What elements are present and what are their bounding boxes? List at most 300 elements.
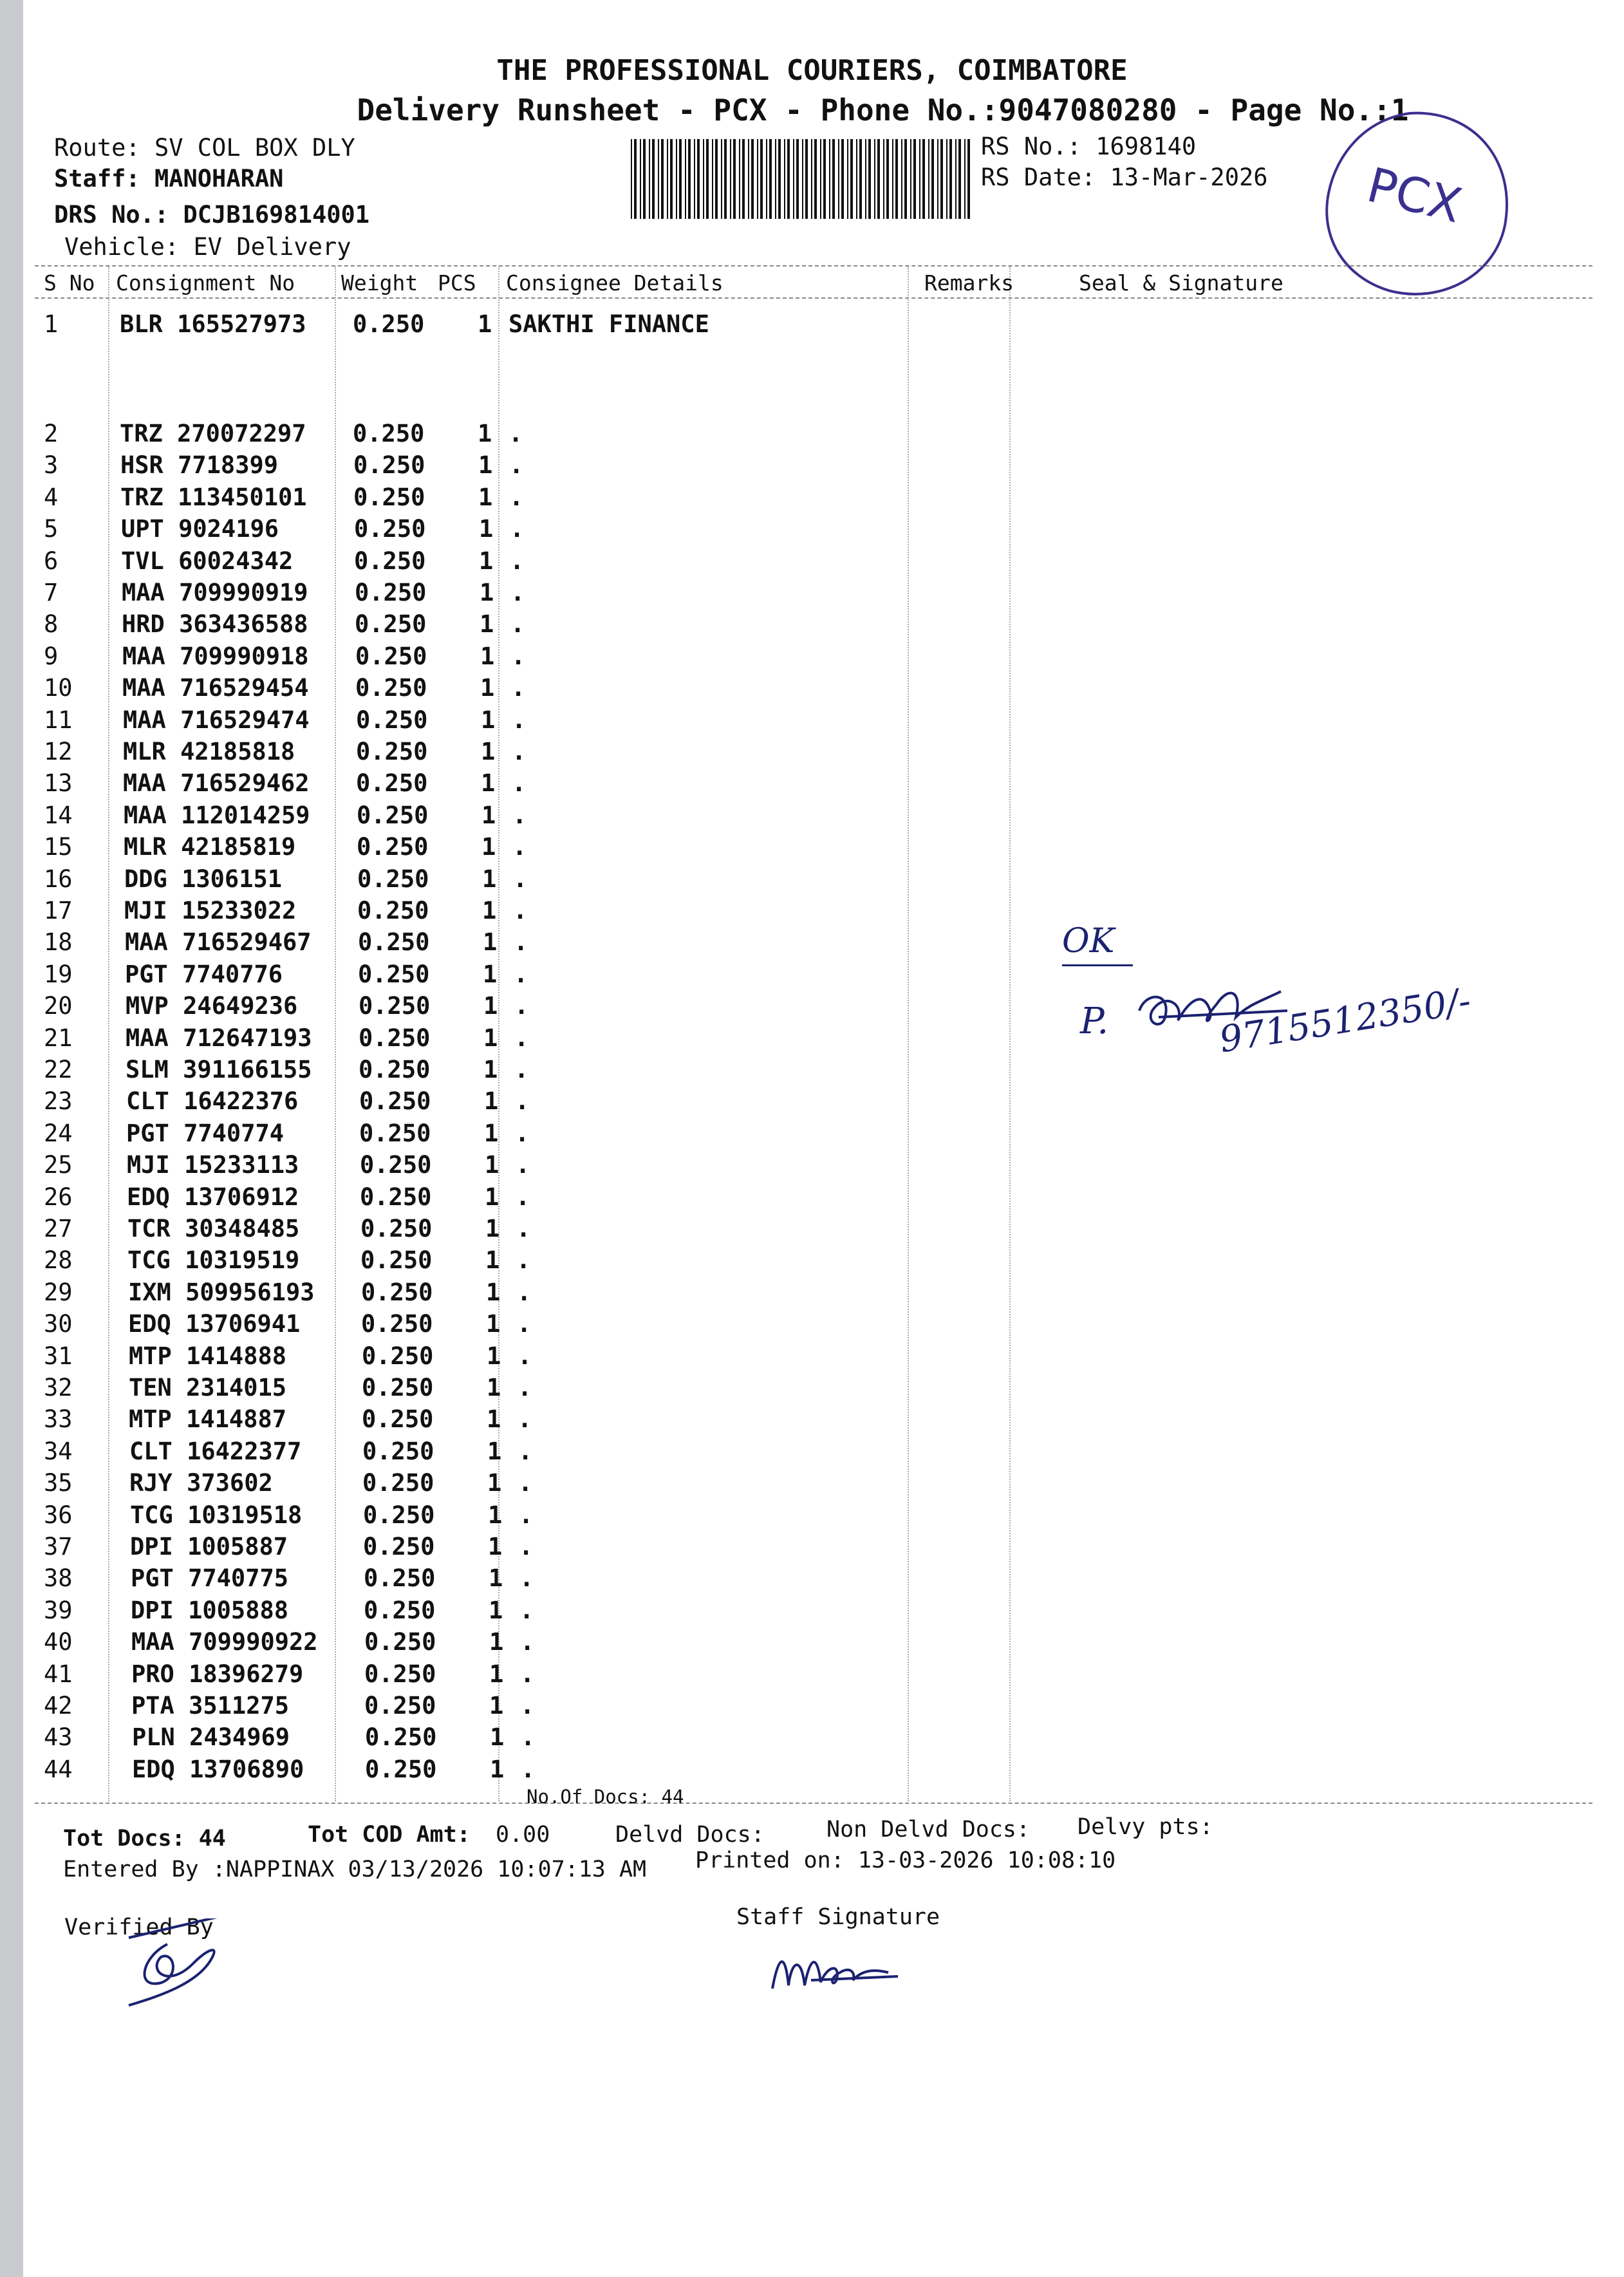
barcode-bar xyxy=(820,139,821,219)
row-pcs: 1 xyxy=(485,1183,499,1211)
row-sno: 42 xyxy=(44,1692,73,1719)
row-consignee-details: . xyxy=(516,1183,530,1211)
barcode-bar xyxy=(883,139,884,219)
barcode-bar xyxy=(721,139,722,219)
row-consignee-details: . xyxy=(518,1437,533,1465)
row-pcs: 1 xyxy=(486,1278,501,1306)
table-row xyxy=(0,515,772,545)
table-row xyxy=(0,451,772,481)
barcode-bar xyxy=(760,139,763,219)
row-sno: 19 xyxy=(44,960,73,988)
barcode-bar xyxy=(895,139,898,219)
col-divider-remarks xyxy=(1009,267,1011,1801)
row-weight: 0.250 xyxy=(356,706,428,734)
barcode-bar xyxy=(829,139,830,219)
table-row xyxy=(0,1183,772,1213)
col-header-remarks: Remarks xyxy=(924,270,1014,295)
row-pcs: 1 xyxy=(480,674,495,702)
barcode-bar xyxy=(838,139,839,219)
col-header-seal: Seal & Signature xyxy=(1079,270,1283,295)
row-consignment-no: BLR 165527973 xyxy=(120,310,306,338)
barcode xyxy=(631,139,972,219)
row-consignment-no: MLR 42185818 xyxy=(123,738,295,765)
barcode-bar xyxy=(955,139,957,219)
row-pcs: 1 xyxy=(489,1628,504,1656)
barcode-bar xyxy=(859,139,862,219)
row-weight: 0.250 xyxy=(365,1755,437,1783)
barcode-bar xyxy=(751,139,754,219)
barcode-bar xyxy=(811,139,812,219)
row-consignee-details: . xyxy=(516,1151,530,1179)
tot-docs-label: Tot Docs: xyxy=(63,1826,185,1851)
row-sno: 23 xyxy=(44,1087,73,1116)
row-weight: 0.250 xyxy=(360,1246,433,1275)
barcode-bar xyxy=(670,139,673,219)
row-consignee-details: . xyxy=(509,420,523,447)
row-weight: 0.250 xyxy=(355,674,427,702)
row-consignment-no: UPT 9024196 xyxy=(121,515,279,543)
row-consignment-no: EDQ 13706912 xyxy=(127,1183,299,1211)
barcode-bar xyxy=(667,139,668,219)
row-weight: 0.250 xyxy=(362,1405,434,1434)
row-sno: 30 xyxy=(44,1310,73,1338)
barcode-bar xyxy=(787,139,790,219)
table-row xyxy=(0,420,772,449)
row-weight: 0.250 xyxy=(357,801,429,829)
row-pcs: 1 xyxy=(487,1405,501,1434)
row-consignment-no: PTA 3511275 xyxy=(131,1692,290,1719)
barcode-bar xyxy=(739,139,740,219)
rs-date-label: RS Date: xyxy=(981,164,1096,191)
table-row xyxy=(0,1660,772,1690)
row-sno: 1 xyxy=(44,310,59,338)
tot-cod-label: Tot COD Amt: xyxy=(308,1822,471,1848)
barcode-bar xyxy=(886,139,889,219)
ok-underline xyxy=(1062,964,1133,966)
row-weight: 0.250 xyxy=(364,1564,436,1593)
row-consignment-no: EDQ 13706890 xyxy=(132,1755,304,1783)
barcode-bar xyxy=(733,139,736,219)
row-sno: 34 xyxy=(44,1437,73,1465)
row-consignment-no: TRZ 270072297 xyxy=(120,420,306,447)
non-delvd-docs-label: Non Delvd Docs: xyxy=(826,1817,1031,1842)
row-pcs: 1 xyxy=(489,1596,503,1624)
table-row xyxy=(0,579,772,608)
row-consignment-no: PRO 18396279 xyxy=(131,1660,304,1688)
row-consignment-no: PGT 7740776 xyxy=(125,960,283,988)
table-row xyxy=(0,1564,772,1594)
row-weight: 0.250 xyxy=(358,928,430,957)
row-sno: 39 xyxy=(44,1596,73,1624)
row-sno: 2 xyxy=(44,420,59,447)
table-row xyxy=(0,483,772,513)
row-consignment-no: EDQ 13706941 xyxy=(128,1310,301,1338)
verified-by-signature xyxy=(122,1918,238,2015)
row-pcs: 1 xyxy=(479,515,494,543)
barcode-bar xyxy=(649,139,650,219)
row-consignee-details: . xyxy=(511,674,526,702)
row-pcs: 1 xyxy=(478,451,493,480)
table-row xyxy=(0,1279,772,1308)
row-weight: 0.250 xyxy=(364,1692,436,1719)
entered-by: Entered By :NAPPINAX 03/13/2026 10:07:13 AM xyxy=(63,1857,647,1882)
row-pcs: 1 xyxy=(487,1437,502,1465)
row-sno: 5 xyxy=(44,515,59,543)
row-weight: 0.250 xyxy=(355,579,427,606)
row-sno: 37 xyxy=(44,1533,73,1560)
staff-line xyxy=(54,165,283,192)
delvd-docs-label: Delvd Docs: xyxy=(615,1822,765,1848)
barcode-bar xyxy=(964,139,966,219)
row-consignee-details: . xyxy=(509,483,524,511)
row-pcs: 1 xyxy=(490,1755,505,1783)
row-weight: 0.250 xyxy=(360,1215,433,1242)
row-consignment-no: TCR 30348485 xyxy=(127,1215,300,1242)
delvy-pts-label: Delvy pts: xyxy=(1078,1814,1213,1840)
barcode-bar xyxy=(865,139,866,219)
col-header-consignment: Consignment No xyxy=(116,270,295,295)
docs-count: No.Of Docs: 44 xyxy=(527,1786,684,1808)
row-pcs: 1 xyxy=(484,1087,499,1116)
row-consignment-no: MAA 716529454 xyxy=(122,674,309,702)
barcode-bar xyxy=(850,139,853,219)
row-consignee-details: . xyxy=(511,642,526,670)
row-consignee-details: . xyxy=(520,1692,535,1719)
row-consignee-details: . xyxy=(510,547,525,575)
barcode-bar xyxy=(742,139,745,219)
row-consignee-details: . xyxy=(517,1310,532,1338)
row-sno: 11 xyxy=(44,706,73,734)
row-consignee-details: . xyxy=(512,833,527,861)
rs-date-value: 13-Mar-2026 xyxy=(1110,164,1268,191)
row-consignment-no: MAA 712647193 xyxy=(126,1024,312,1052)
table-row xyxy=(0,1692,772,1721)
row-pcs: 1 xyxy=(480,642,495,670)
barcode-bar xyxy=(796,139,799,219)
barcode-bar xyxy=(805,139,808,219)
rs-date-line xyxy=(981,164,1268,191)
row-consignment-no: MVP 24649236 xyxy=(126,992,298,1020)
drs-label: DRS No.: xyxy=(54,201,169,229)
row-consignee-details: . xyxy=(509,451,524,480)
row-pcs: 1 xyxy=(482,865,497,893)
row-sno: 21 xyxy=(44,1024,73,1052)
row-sno: 12 xyxy=(44,738,73,765)
row-consignee-details: . xyxy=(519,1501,534,1529)
table-row xyxy=(0,1087,772,1117)
barcode-bar xyxy=(697,139,700,219)
tot-cod xyxy=(308,1822,471,1848)
barcode-bar xyxy=(931,139,934,219)
table-row xyxy=(0,801,772,831)
table-row xyxy=(0,1310,772,1340)
row-sno: 41 xyxy=(44,1660,73,1688)
row-sno: 13 xyxy=(44,769,73,798)
row-weight: 0.250 xyxy=(359,1119,431,1147)
row-consignment-no: DPI 1005888 xyxy=(131,1596,289,1624)
row-consignee-details: . xyxy=(513,865,528,893)
row-sno: 38 xyxy=(44,1564,73,1593)
row-pcs: 1 xyxy=(488,1501,503,1529)
row-consignment-no: HRD 363436588 xyxy=(122,610,308,639)
row-consignee-details: . xyxy=(521,1723,536,1752)
handwritten-phone: 9715512350/- xyxy=(1217,980,1474,1062)
col-header-weight: Weight xyxy=(341,270,418,295)
row-consignee-details: . xyxy=(510,579,525,606)
barcode-bar xyxy=(724,139,727,219)
table-row xyxy=(0,1756,772,1785)
row-sno: 3 xyxy=(44,451,59,480)
row-sno: 22 xyxy=(44,1056,73,1083)
drs-line xyxy=(54,201,369,229)
table-row xyxy=(0,992,772,1022)
vehicle-line xyxy=(64,233,351,261)
row-sno: 28 xyxy=(44,1246,73,1275)
row-weight: 0.250 xyxy=(355,610,427,639)
row-sno: 24 xyxy=(44,1119,73,1147)
row-consignee-details: . xyxy=(514,928,528,957)
row-sno: 40 xyxy=(44,1628,73,1656)
row-pcs: 1 xyxy=(489,1564,503,1593)
row-weight: 0.250 xyxy=(362,1342,434,1370)
row-weight: 0.250 xyxy=(362,1469,434,1497)
route-label: Route: xyxy=(54,134,140,162)
row-weight: 0.250 xyxy=(353,310,425,338)
table-row xyxy=(0,1024,772,1054)
row-consignee-details: . xyxy=(519,1533,534,1560)
row-weight: 0.250 xyxy=(355,642,427,670)
table-row xyxy=(0,547,772,577)
row-consignment-no: HSR 7718399 xyxy=(120,451,279,480)
row-pcs: 1 xyxy=(482,897,497,924)
col-header-consignee: Consignee Details xyxy=(506,270,723,295)
barcode-bar xyxy=(703,139,704,219)
table-row xyxy=(0,833,772,863)
table-row xyxy=(0,1469,772,1499)
col-divider-consignee xyxy=(908,267,909,1801)
row-consignment-no: IXM 509956193 xyxy=(128,1278,315,1306)
table-row xyxy=(0,1120,772,1149)
row-consignee-details: . xyxy=(518,1469,533,1497)
row-weight: 0.250 xyxy=(357,897,429,924)
row-weight: 0.250 xyxy=(363,1501,435,1529)
table-row xyxy=(0,928,772,958)
col-header-sno: S No xyxy=(44,270,95,295)
row-consignment-no: PGT 7740774 xyxy=(126,1119,285,1147)
table-row xyxy=(0,310,772,340)
row-consignee-details: . xyxy=(515,1119,530,1147)
table-row xyxy=(0,706,772,736)
row-consignee-details: . xyxy=(514,960,528,988)
row-consignment-no: MAA 716529467 xyxy=(125,928,312,957)
row-consignee-details: SAKTHI FINANCE xyxy=(509,310,709,338)
row-pcs: 1 xyxy=(480,610,494,639)
row-sno: 32 xyxy=(44,1374,73,1401)
table-row xyxy=(0,1438,772,1467)
drs-value: DCJB169814001 xyxy=(183,201,370,229)
row-weight: 0.250 xyxy=(363,1533,435,1560)
row-sno: 4 xyxy=(44,483,59,511)
row-consignment-no: MAA 709990919 xyxy=(122,579,308,606)
row-sno: 36 xyxy=(44,1501,73,1529)
row-consignment-no: DDG 1306151 xyxy=(124,865,283,893)
row-pcs: 1 xyxy=(485,1246,500,1275)
barcode-bar xyxy=(913,139,916,219)
table-row xyxy=(0,1342,772,1372)
staff-value: MANOHARAN xyxy=(154,165,284,192)
row-consignee-details: . xyxy=(514,1056,529,1083)
barcode-bar xyxy=(652,139,655,219)
table-row xyxy=(0,1723,772,1753)
printed-on: Printed on: 13-03-2026 10:08:10 xyxy=(695,1848,1116,1873)
row-sno: 15 xyxy=(44,833,73,861)
table-row xyxy=(0,1374,772,1403)
row-consignment-no: TCG 10319519 xyxy=(127,1246,300,1275)
row-consignee-details: . xyxy=(513,897,528,924)
table-row xyxy=(0,960,772,990)
row-consignment-no: CLT 16422376 xyxy=(126,1087,299,1116)
barcode-bar xyxy=(658,139,659,219)
barcode-bar xyxy=(661,139,664,219)
row-pcs: 1 xyxy=(483,1056,498,1083)
row-consignee-details: . xyxy=(519,1564,534,1593)
row-weight: 0.250 xyxy=(361,1310,433,1338)
row-weight: 0.250 xyxy=(364,1628,436,1656)
row-consignee-details: . xyxy=(517,1278,532,1306)
row-sno: 7 xyxy=(44,579,59,606)
verified-by-label: Verified By xyxy=(64,1915,214,1940)
barcode-bar xyxy=(688,139,691,219)
barcode-bar xyxy=(877,139,880,219)
row-sno: 44 xyxy=(44,1755,73,1783)
company-title: THE PROFESSIONAL COURIERS, COIMBATORE xyxy=(496,54,1128,87)
row-sno: 17 xyxy=(44,897,73,924)
barcode-bar xyxy=(823,139,826,219)
staff-label: Staff: xyxy=(54,165,140,192)
row-sno: 26 xyxy=(44,1183,73,1211)
route-line xyxy=(54,134,355,162)
row-sno: 14 xyxy=(44,801,73,829)
row-consignment-no: MJI 15233022 xyxy=(124,897,297,924)
barcode-bar xyxy=(946,139,947,219)
barcode-bar xyxy=(949,139,952,219)
row-pcs: 1 xyxy=(490,1723,505,1752)
barcode-bar xyxy=(928,139,929,219)
row-pcs: 1 xyxy=(489,1692,504,1719)
table-row xyxy=(0,1151,772,1181)
row-weight: 0.250 xyxy=(356,738,428,765)
barcode-bar xyxy=(874,139,875,219)
vehicle-value: EV Delivery xyxy=(193,233,351,261)
table-row xyxy=(0,897,772,926)
row-consignee-details: . xyxy=(516,1215,531,1242)
row-consignee-details: . xyxy=(520,1660,535,1688)
table-row xyxy=(0,1501,772,1531)
rs-no-line xyxy=(981,133,1196,160)
row-pcs: 1 xyxy=(483,992,498,1020)
row-consignee-details: . xyxy=(519,1596,534,1624)
row-weight: 0.250 xyxy=(354,547,426,575)
row-consignee-details: . xyxy=(510,610,525,639)
row-sno: 27 xyxy=(44,1215,73,1242)
row-consignee-details: . xyxy=(514,992,529,1020)
row-weight: 0.250 xyxy=(360,1151,432,1179)
row-consignee-details: . xyxy=(512,738,527,765)
rs-no-label: RS No.: xyxy=(981,133,1081,160)
barcode-bar xyxy=(802,139,803,219)
table-row xyxy=(0,769,772,799)
table-row xyxy=(0,1246,772,1276)
barcode-bar xyxy=(847,139,848,219)
row-sno: 29 xyxy=(44,1278,73,1306)
row-consignee-details: . xyxy=(512,769,527,798)
barcode-bar xyxy=(901,139,902,219)
table-row xyxy=(0,1215,772,1244)
row-pcs: 1 xyxy=(485,1215,500,1242)
table-bottom-rule xyxy=(35,1803,1592,1804)
row-pcs: 1 xyxy=(479,547,494,575)
row-weight: 0.250 xyxy=(359,1056,431,1083)
row-pcs: 1 xyxy=(485,1151,499,1179)
barcode-bar xyxy=(694,139,695,219)
row-sno: 18 xyxy=(44,928,73,957)
row-pcs: 1 xyxy=(487,1469,502,1497)
row-consignment-no: TCG 10319518 xyxy=(130,1501,303,1529)
handwritten-initial: P. xyxy=(1080,1000,1109,1042)
row-pcs: 1 xyxy=(489,1660,504,1688)
barcode-bar xyxy=(937,139,938,219)
row-weight: 0.250 xyxy=(362,1374,434,1401)
row-consignment-no: PGT 7740775 xyxy=(131,1564,289,1593)
row-pcs: 1 xyxy=(487,1374,501,1401)
row-sno: 35 xyxy=(44,1469,73,1497)
tot-cod-value: 0.00 xyxy=(496,1822,550,1848)
table-row xyxy=(0,1405,772,1435)
table-row xyxy=(0,865,772,895)
table-row xyxy=(0,1056,772,1085)
staff-signature-label: Staff Signature xyxy=(736,1904,940,1930)
row-consignment-no: MTP 1414887 xyxy=(129,1405,287,1434)
row-sno: 6 xyxy=(44,547,59,575)
barcode-bar xyxy=(715,139,718,219)
row-pcs: 1 xyxy=(481,706,496,734)
row-pcs: 1 xyxy=(478,310,492,338)
row-consignee-details: . xyxy=(518,1374,532,1401)
row-pcs: 1 xyxy=(488,1533,503,1560)
table-top-rule xyxy=(35,265,1592,267)
row-weight: 0.250 xyxy=(354,515,426,543)
row-pcs: 1 xyxy=(487,1342,501,1370)
row-pcs: 1 xyxy=(486,1310,501,1338)
barcode-bar xyxy=(832,139,835,219)
pcx-stamp xyxy=(1313,103,1519,309)
row-consignment-no: MLR 42185819 xyxy=(124,833,296,861)
row-consignee-details: . xyxy=(514,1024,529,1052)
row-consignment-no: MTP 1414888 xyxy=(129,1342,287,1370)
row-weight: 0.250 xyxy=(357,833,429,861)
row-pcs: 1 xyxy=(481,833,496,861)
row-sno: 33 xyxy=(44,1405,73,1434)
row-pcs: 1 xyxy=(483,1024,498,1052)
row-consignment-no: SLM 391166155 xyxy=(126,1056,312,1083)
row-pcs: 1 xyxy=(478,483,493,511)
row-weight: 0.250 xyxy=(365,1723,437,1752)
table-row xyxy=(0,610,772,640)
barcode-bar xyxy=(919,139,920,219)
row-sno: 8 xyxy=(44,610,59,639)
barcode-bar xyxy=(757,139,758,219)
row-pcs: 1 xyxy=(481,769,496,798)
